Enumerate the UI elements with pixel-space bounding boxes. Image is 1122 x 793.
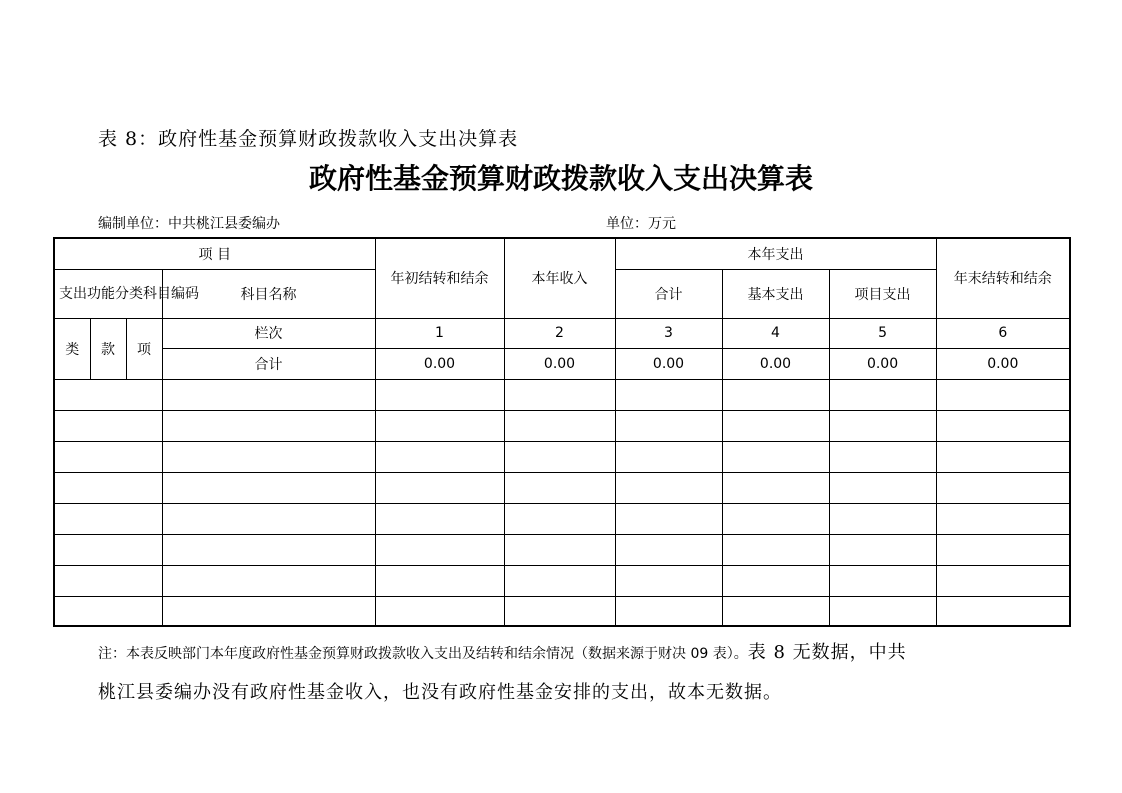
empty-row	[54, 503, 1070, 534]
total-value: 0.00	[504, 348, 615, 379]
header-end-balance: 年末结转和结余	[936, 238, 1070, 318]
note-text: 注：本表反映部门本年度政府性基金预算财政拨款收入支出及结转和结余情况（数据来源于财决 09 表）。	[98, 646, 748, 662]
note-line-1	[98, 638, 907, 664]
header-income: 本年收入	[504, 238, 615, 318]
empty-row	[54, 565, 1070, 596]
header-kuan: 款	[90, 318, 126, 379]
column-number: 3	[615, 318, 722, 348]
note-line-2: 桃江县委编办没有政府性基金收入，也没有政府性基金安排的支出，故本无数据。	[98, 682, 782, 703]
currency-unit: 单位：万元	[606, 216, 676, 232]
header-func-code: 支出功能分类科目编码	[54, 269, 162, 318]
column-number: 1	[375, 318, 504, 348]
total-value: 0.00	[375, 348, 504, 379]
header-begin-balance: 年初结转和结余	[375, 238, 504, 318]
empty-row	[54, 534, 1070, 565]
header-row-1	[54, 238, 1070, 269]
column-number: 5	[829, 318, 936, 348]
total-value: 0.00	[722, 348, 829, 379]
budget-table	[53, 237, 1071, 627]
total-label: 合计	[162, 348, 375, 379]
header-expense-group: 本年支出	[615, 238, 936, 269]
header-project: 项目支出	[829, 269, 936, 318]
total-value: 0.00	[829, 348, 936, 379]
column-number-label: 栏次	[162, 318, 375, 348]
column-number: 2	[504, 318, 615, 348]
header-basic: 基本支出	[722, 269, 829, 318]
compiling-unit: 编制单位：中共桃江县委编办	[98, 216, 280, 232]
table-caption: 表 8：政府性基金预算财政拨款收入支出决算表	[98, 128, 519, 150]
empty-row	[54, 410, 1070, 441]
total-value: 0.00	[615, 348, 722, 379]
empty-row	[54, 596, 1070, 626]
page-title: 政府性基金预算财政拨款收入支出决算表	[308, 162, 813, 195]
header-subject-name: 科目名称	[162, 269, 375, 318]
empty-row	[54, 379, 1070, 410]
column-number: 6	[936, 318, 1070, 348]
total-value: 0.00	[936, 348, 1070, 379]
column-number: 4	[722, 318, 829, 348]
header-total: 合计	[615, 269, 722, 318]
header-item: 项 目	[54, 238, 375, 269]
column-number-row	[54, 318, 1070, 348]
header-lei: 类	[54, 318, 90, 379]
empty-row	[54, 472, 1070, 503]
header-xiang: 项	[126, 318, 162, 379]
note-text-emphasis: 表 8 无数据，中共	[747, 642, 907, 663]
total-row	[54, 348, 1070, 379]
empty-row	[54, 441, 1070, 472]
